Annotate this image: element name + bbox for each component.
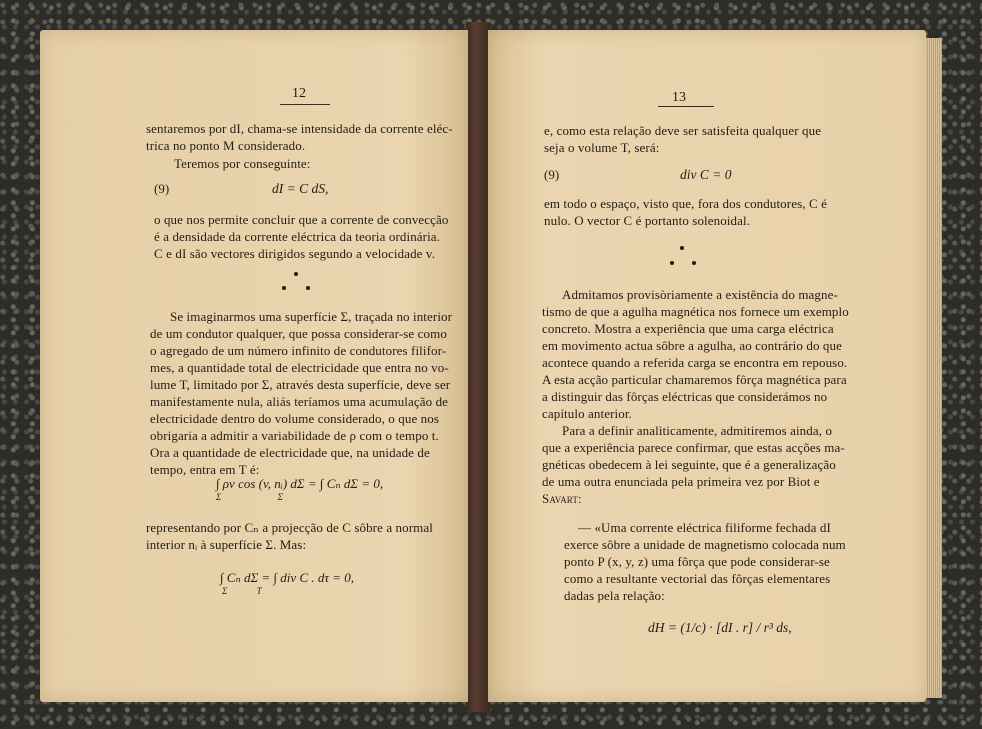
equation: div C = 0	[680, 167, 732, 182]
section-dot	[306, 286, 310, 290]
text-line: dadas pela relação:	[564, 588, 665, 603]
equation-number: (9)	[544, 167, 560, 182]
text-line: tismo de que a agulha magnética nos fornece um exemplo	[542, 304, 849, 319]
text-line: o que nos permite concluir que a corrente de convecção	[154, 212, 449, 227]
section-dot	[680, 246, 684, 250]
text-line: exerce sôbre a unidade de magnetismo colocada num	[564, 537, 846, 552]
text-line: — «Uma corrente eléctrica filiforme fechada dI	[578, 520, 831, 535]
equation: dH = (1/c) · [dI . r] / r³ ds,	[648, 620, 792, 635]
text-line: concreto. Mostra a experiência que uma carga eléctrica	[542, 321, 834, 336]
text-line: Teremos por conseguinte:	[174, 156, 311, 171]
text-line: como a resultante vectorial das fôrças elementares	[564, 571, 831, 586]
text-line: Ora a quantidade de electricidade que, na unidade de	[150, 445, 430, 460]
text-line: de um condutor qualquer, que possa considerar-se como	[150, 326, 447, 341]
equation-subscripts: Σ Σ	[216, 492, 283, 502]
text-line: gnéticas obedecem à lei seguinte, que é a generalização	[542, 457, 836, 472]
left-page	[40, 30, 468, 702]
page-number: 12	[292, 86, 306, 101]
text-line: obrigaria a admitir a variabilidade de ρ com o tempo t.	[150, 428, 439, 443]
page-number-rule	[280, 104, 330, 105]
text-line: Admitamos provisòriamente a existência do magne-	[562, 287, 838, 302]
text-line: manifestamente nula, aliás teríamos uma acumulação de	[150, 394, 449, 409]
text-line: A esta acção particular chamaremos fôrça magnética para	[542, 372, 847, 387]
text-line: acontece quando a referida carga se encontra em repouso.	[542, 355, 848, 370]
text-line: a distinguir das fôrças eléctricas que considerámos no	[542, 389, 828, 404]
section-dot	[692, 261, 696, 265]
page-edges	[924, 38, 942, 698]
text-line: lume T, limitado por Σ, através desta superfície, deve ser	[150, 377, 451, 392]
page-number-rule	[658, 106, 714, 107]
text-line: tempo, entra em T é:	[150, 462, 260, 477]
text-line: sentaremos por dI, chama-se intensidade da corrente eléc-	[146, 121, 453, 136]
text-line: mes, a quantidade total de electricidade que entra no vo-	[150, 360, 449, 375]
text-line: trica no ponto M considerado.	[146, 138, 306, 153]
text-line: o agregado de um número infinito de condutores filifor-	[150, 343, 447, 358]
text-line: em movimento actua sôbre a agulha, ao contrário do que	[542, 338, 842, 353]
text-line: de uma outra enunciada pela primeira vez por Biot e	[542, 474, 820, 489]
text-line: interior nᵢ à superfície Σ. Mas:	[146, 537, 307, 552]
equation: dI = C dS,	[272, 181, 329, 196]
text-line: Para a definir analìticamente, admitiremos ainda, o	[562, 423, 833, 438]
text-line: nulo. O vector C é portanto solenoidal.	[544, 213, 751, 228]
text-line: C e dI são vectores dirigidos segundo a velocidade v.	[154, 246, 435, 261]
text-line: Savart:	[542, 491, 582, 506]
text-line: e, como esta relação deve ser satisfeita qualquer que	[544, 123, 822, 138]
equation-subscripts: Σ T	[222, 586, 262, 596]
text-line: representando por Cₙ a projecção de C sôbre a normal	[146, 520, 433, 535]
text-line: electricidade dentro do volume considerado, o que nos	[150, 411, 440, 426]
text-line: é a densidade da corrente eléctrica da teoria ordinária.	[154, 229, 441, 244]
section-dot	[282, 286, 286, 290]
equation: ∫ Cₙ dΣ = ∫ div C . dτ = 0,	[220, 570, 355, 585]
text-line: ponto P (x, y, z) uma fôrça que pode considerar-se	[564, 554, 830, 569]
equation-number: (9)	[154, 181, 170, 196]
text-line: que a experiência parece confirmar, que estas acções ma-	[542, 440, 845, 455]
section-dot	[670, 261, 674, 265]
section-dot	[294, 272, 298, 276]
text-line: Se imaginarmos uma superfície Σ, traçada no interior	[170, 309, 453, 324]
right-page	[488, 30, 926, 702]
page-number: 13	[672, 90, 686, 105]
equation: ∫ ρv cos (v, nᵢ) dΣ = ∫ Cₙ dΣ = 0,	[216, 476, 384, 491]
text-line: seja o volume T, será:	[544, 140, 660, 155]
text-line: capítulo anterior.	[542, 406, 632, 421]
book-gutter	[466, 22, 490, 712]
text-line: em todo o espaço, visto que, fora dos condutores, C é	[544, 196, 827, 211]
